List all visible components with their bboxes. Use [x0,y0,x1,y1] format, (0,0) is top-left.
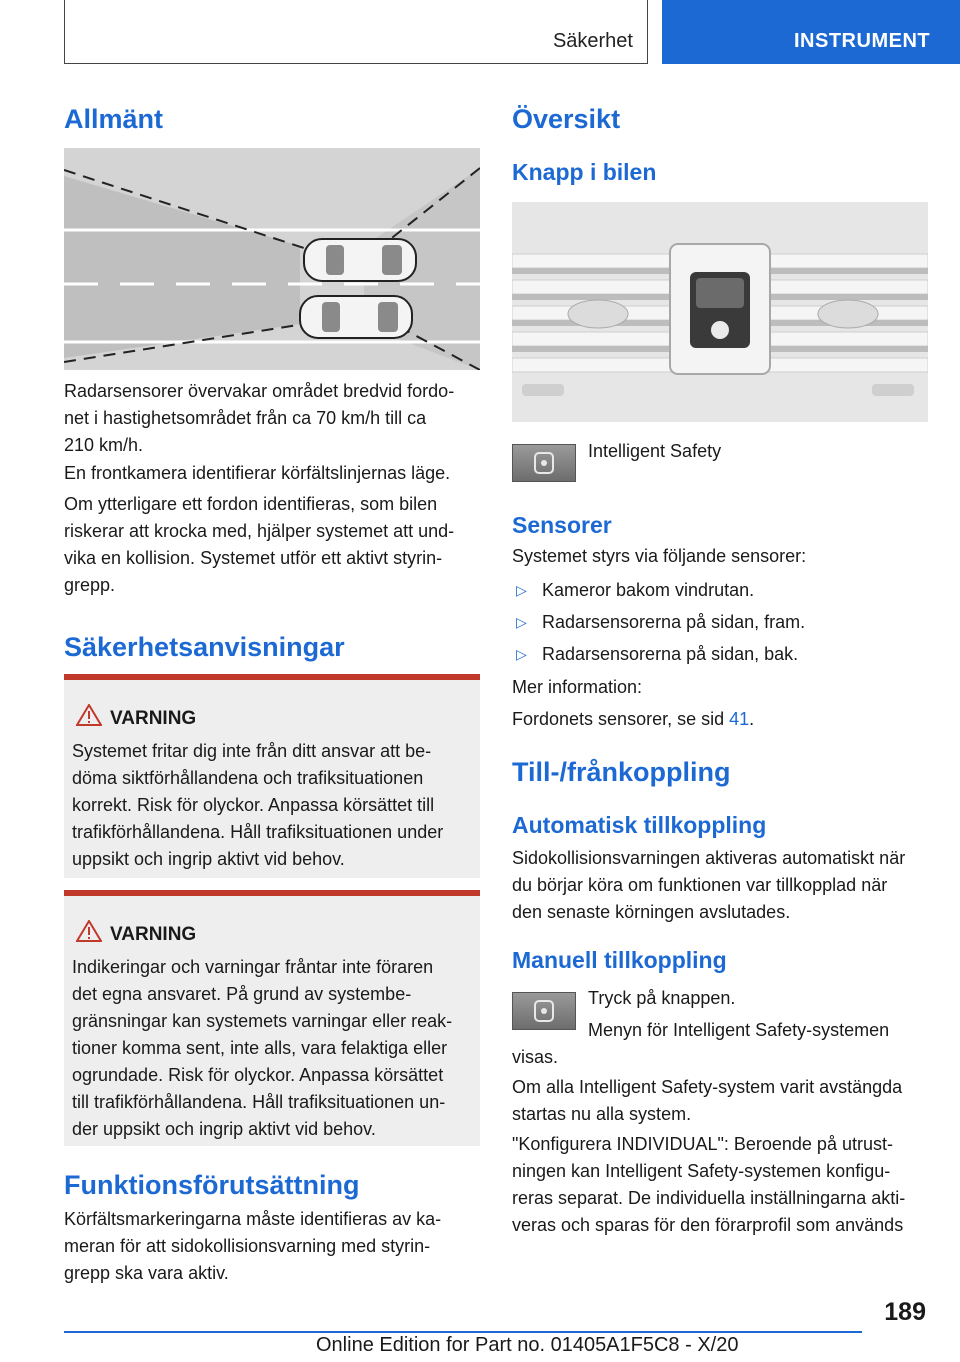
paragraph-sensorer-intro: Systemet styrs via följande sensorer: [512,546,807,566]
footer-edition: Online Edition for Part no. 01405A1F5C8 - X/20 [316,1334,739,1356]
heading-allmant: Allmänt [64,104,164,134]
warning-triangle-icon [76,704,102,726]
warning-title-1: VARNING [110,708,197,729]
intelligent-safety-button-icon [512,444,576,482]
list-item: Kameror bakom vindrutan. [542,580,755,600]
paragraph-radar: Radarsensorer övervakar området bredvid fordo- net i hastighetsområdet från ca 70 km/h till ca 210 km/h. [64,381,455,455]
heading-funktionsforutsattning: Funktionsförutsättning [64,1170,360,1200]
warning-box-1 [64,674,480,878]
paragraph-fordonets-sensorer: Fordonets sensorer, se sid 41. [512,709,755,729]
paragraph-ytterligare: Om ytterligare ett fordon identifieras, som bilen riskerar att krocka med, hjälper systemet att und- vika en kollision. Systemet utför ett aktivt styrin- grepp. [64,494,455,595]
header-section-label: Säkerhet [552,30,633,52]
list-item: Radarsensorerna på sidan, bak. [542,644,799,664]
header-chapter-tab [662,0,960,64]
triangle-right-icon: ▷ [516,582,527,598]
label-intelligent-safety: Intelligent Safety [588,441,722,461]
paragraph-menyn: Menyn för Intelligent Safety-systemen visas. [512,1020,890,1067]
list-item: Radarsensorerna på sidan, fram. [542,612,806,632]
paragraph-konfigurera: "Konfigurera INDIVIDUAL": Beroende på utrust- ningen kan Intelligent Safety-systemen konfigu- reras separat. De individuella inställningarna akti- veras och sparas för den förarprofil som används [512,1134,906,1235]
heading-till-frankoppling: Till-/frånkoppling [512,757,731,787]
warning-box-2 [64,890,480,1146]
paragraph-automatisk: Sidokollisionsvarningen aktiveras automatiskt när du börjar köra om funktionen var tillkopplad när den senaste körningen avslutades. [512,848,906,922]
dashboard-button-photo [512,202,928,422]
heading-manuell-tillkoppling: Manuell tillkoppling [512,947,727,973]
triangle-right-icon: ▷ [516,614,527,630]
page-number: 189 [884,1298,926,1326]
heading-oversikt: Översikt [512,104,621,134]
warning-title-2: VARNING [110,924,197,945]
side-collision-illustration [64,148,480,370]
header-section-tab [64,0,648,64]
heading-knapp-i-bilen: Knapp i bilen [512,159,657,185]
paragraph-kamera: En frontkamera identifierar körfältslinjernas läge. [64,463,451,483]
warning-text-1: Systemet fritar dig inte från ditt ansvar att be- döma siktförhållandena och trafiksituationen korrekt. Risk för olyckor. Anpassa körsättet till trafikförhållandena. Håll trafiksituationen under uppsikt och ingrip aktivt vid behov. [72,741,444,869]
warning-triangle-icon [76,920,102,942]
triangle-right-icon: ▷ [516,646,527,662]
header-chapter-label: INSTRUMENT [794,30,931,52]
warning-text-2: Indikeringar och varningar fråntar inte föraren det egna ansvaret. På grund av systembe- gränsningar kan systemets varningar eller reak- tioner komma sent, inte alls, vara felaktiga eller ogrundade. Risk för olyckor. Anpassa körsättet till trafikförhållandena. Håll trafiksituationen un- der uppsikt och ingrip aktivt vid behov. [72,957,453,1139]
paragraph-tryck: Tryck på knappen. [588,988,736,1008]
footer-divider [64,1331,862,1333]
page-link-41[interactable]: 41 [729,709,750,729]
paragraph-mer-information: Mer information: [512,677,643,697]
heading-sensorer: Sensorer [512,512,612,538]
heading-automatisk-tillkoppling: Automatisk tillkoppling [512,812,767,838]
paragraph-om-alla: Om alla Intelligent Safety-system varit avstängda startas nu alla system. [512,1077,903,1124]
heading-sakerhetsanvisningar: Säkerhetsanvisningar [64,632,345,662]
paragraph-funktion: Körfältsmarkeringarna måste identifieras av ka- meran för att sidokollisionsvarning med styrin- grepp ska vara aktiv. [64,1209,442,1283]
